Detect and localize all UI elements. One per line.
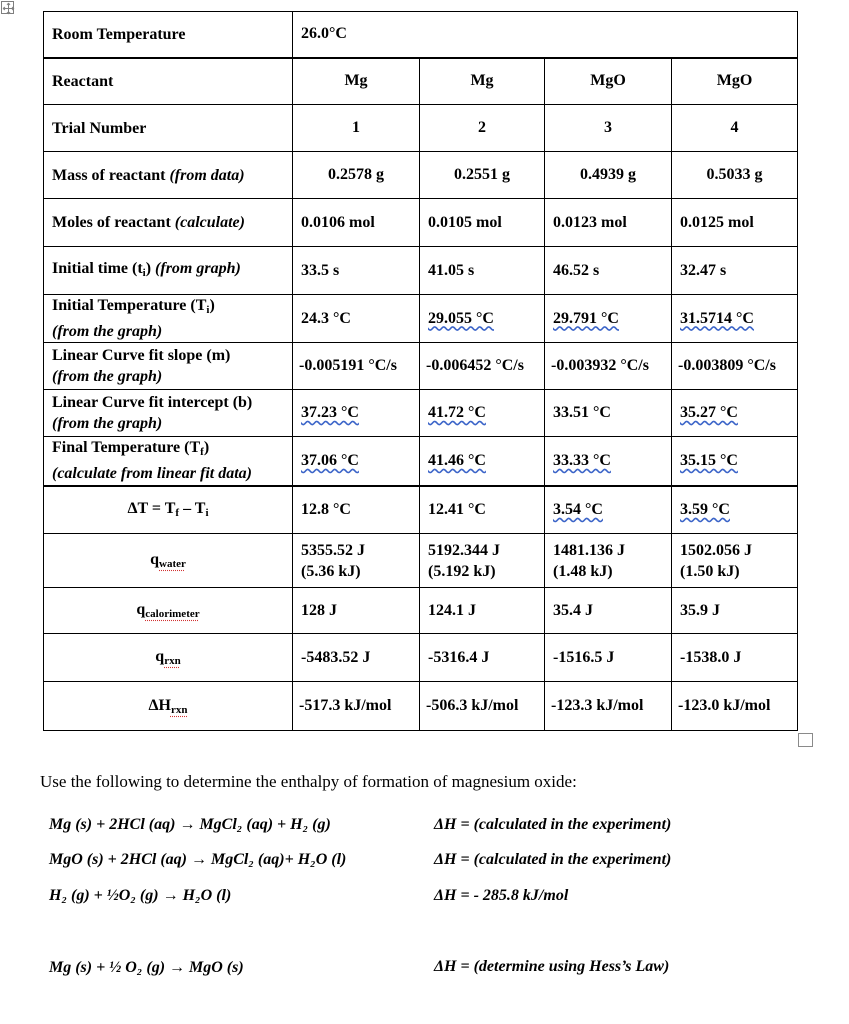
- moles-cell: 0.0123 mol: [545, 199, 672, 247]
- intercept-cell: 33.51 °C: [553, 404, 611, 421]
- reactant-label: Reactant: [44, 58, 293, 105]
- q-water-cell: 1502.056 J (1.50 kJ): [672, 534, 798, 588]
- initial-time-label: Initial time $(t_i)$ (from graph): [44, 247, 293, 295]
- intercept-cell: 41.72 °C: [428, 404, 486, 421]
- moles-cell: 0.0125 mol: [672, 199, 798, 247]
- q-rxn-row: [44, 634, 798, 682]
- delta-h-cell: -123.3 kJ/mol: [545, 682, 672, 731]
- slope-cell: -0.005191 °C/s: [293, 343, 420, 390]
- q-rxn-cell: -1516.5 J: [545, 634, 672, 682]
- delta-h-cell: -517.3 kJ/mol: [293, 682, 420, 731]
- trial-cell: 4: [672, 105, 798, 152]
- initial-time-cell: 41.05 s: [420, 247, 545, 295]
- room-temp-value: 26.0°C: [293, 12, 798, 58]
- q-water-label: $q_{water}$: [44, 534, 293, 588]
- q-cal-cell: 35.9 J: [672, 588, 798, 634]
- reactant-cell: MgO: [672, 58, 798, 105]
- final-temp-cell: 41.46 °C: [428, 451, 486, 469]
- target-equation-lhs: Mg (s) + ½ O₂ (g) → MgO (s): [49, 959, 244, 976]
- final-temp-row: [44, 437, 798, 486]
- delta-h-cell: -123.0 kJ/mol: [672, 682, 798, 731]
- equation-2-rhs: ΔH = (calculated in the experiment): [434, 851, 672, 868]
- reactant-cell: Mg: [420, 58, 545, 105]
- moles-cell: 0.0106 mol: [293, 199, 420, 247]
- initial-time-cell: 32.47 s: [672, 247, 798, 295]
- slope-cell: -0.006452 °C/s: [420, 343, 545, 390]
- final-temp-cell: 35.15 °C: [680, 451, 738, 469]
- trial-cell: 3: [545, 105, 672, 152]
- intercept-cell: 35.27 °C: [680, 404, 738, 421]
- move-arrows-icon: [2, 2, 15, 15]
- final-temp-cell: 37.06 °C: [301, 451, 359, 469]
- room-temp-row: [44, 12, 798, 58]
- initial-temp-cell: 24.3 °C: [301, 309, 351, 327]
- delta-t-label: $\Delta T = T_f - T_i$: [44, 486, 293, 534]
- delta-h-cell: -506.3 kJ/mol: [420, 682, 545, 731]
- initial-time-cell: 46.52 s: [545, 247, 672, 295]
- data-table: [43, 11, 798, 731]
- initial-temp-label: Initial Temperature $(T_i)$ (from the graph): [44, 295, 293, 343]
- initial-temp-cell: 29.791 °C: [553, 309, 619, 327]
- mass-row: [44, 152, 798, 199]
- trial-cell: 1: [293, 105, 420, 152]
- initial-temp-row: [44, 295, 798, 343]
- target-equation-rhs: ΔH = (determine using Hess’s Law): [434, 958, 670, 975]
- slope-cell: -0.003809 °C/s: [672, 343, 798, 390]
- q-cal-cell: 35.4 J: [545, 588, 672, 634]
- trial-label: Trial Number: [44, 105, 293, 152]
- q-water-cell: 5192.344 J (5.192 kJ): [420, 534, 545, 588]
- q-cal-cell: 128 J: [293, 588, 420, 634]
- delta-t-row: [44, 486, 798, 534]
- table-move-handle[interactable]: [1, 1, 14, 14]
- mass-cell: 0.5033 g: [672, 152, 798, 199]
- reactant-cell: MgO: [545, 58, 672, 105]
- final-temp-label: Final Temperature $(T_f)$ (calculate from linear fit data): [44, 437, 293, 486]
- delta-t-cell: 3.59 °C: [680, 500, 730, 518]
- intercept-cell: 37.23 °C: [301, 404, 359, 421]
- delta-h-label: $\Delta H_{rxn}$: [44, 682, 293, 731]
- mass-label: Mass of reactant (from data): [44, 152, 293, 199]
- reactant-row: [44, 58, 798, 105]
- q-water-row: [44, 534, 798, 588]
- moles-row: [44, 199, 798, 247]
- q-rxn-cell: -5316.4 J: [420, 634, 545, 682]
- delta-h-row: [44, 682, 798, 731]
- equation-3-lhs: H₂ (g) + ½O₂ (g) → H₂O (l): [49, 887, 232, 904]
- initial-temp-cell: 31.5714 °C: [680, 309, 754, 327]
- delta-t-cell: 3.54 °C: [553, 500, 603, 518]
- mass-cell: 0.4939 g: [545, 152, 672, 199]
- moles-cell: 0.0105 mol: [420, 199, 545, 247]
- q-rxn-cell: -5483.52 J: [293, 634, 420, 682]
- final-temp-cell: 33.33 °C: [553, 451, 611, 469]
- intercept-label: Linear Curve fit intercept (b) (from the graph): [44, 390, 293, 437]
- q-water-cell: 5355.52 J (5.36 kJ): [293, 534, 420, 588]
- q-cal-cell: 124.1 J: [420, 588, 545, 634]
- equation-2-lhs: MgO (s) + 2HCl (aq) → MgCl₂ (aq)+ H₂O (l): [49, 851, 347, 868]
- mass-cell: 0.2578 g: [293, 152, 420, 199]
- initial-time-row: [44, 247, 798, 295]
- slope-row: [44, 343, 798, 390]
- q-cal-row: [44, 588, 798, 634]
- equation-1-rhs: ΔH = (calculated in the experiment): [434, 816, 672, 833]
- delta-t-cell: 12.41 °C: [428, 500, 486, 518]
- intercept-row: [44, 390, 798, 437]
- trial-cell: 2: [420, 105, 545, 152]
- moles-label: Moles of reactant (calculate): [44, 199, 293, 247]
- slope-label: Linear Curve fit slope (m) (from the graph): [44, 343, 293, 390]
- q-rxn-label: $q_{rxn}$: [44, 634, 293, 682]
- equation-3-rhs: ΔH = - 285.8 kJ/mol: [434, 887, 569, 904]
- slope-cell: -0.003932 °C/s: [545, 343, 672, 390]
- q-cal-label: $q_{calorimeter}$: [44, 588, 293, 634]
- mass-cell: 0.2551 g: [420, 152, 545, 199]
- initial-temp-cell: 29.055 °C: [428, 309, 494, 327]
- reactant-cell: Mg: [293, 58, 420, 105]
- initial-time-cell: 33.5 s: [293, 247, 420, 295]
- trial-row: [44, 105, 798, 152]
- q-water-cell: 1481.136 J (1.48 kJ): [545, 534, 672, 588]
- q-rxn-cell: -1538.0 J: [672, 634, 798, 682]
- equation-1-lhs: Mg (s) + 2HCl (aq) → MgCl₂ (aq) + H₂ (g): [49, 816, 331, 833]
- hess-intro: Use the following to determine the enthalpy of formation of magnesium oxide:: [40, 772, 577, 791]
- room-temp-label: Room Temperature: [44, 12, 293, 58]
- delta-t-cell: 12.8 °C: [301, 500, 351, 518]
- row-end-marker[interactable]: [798, 733, 813, 747]
